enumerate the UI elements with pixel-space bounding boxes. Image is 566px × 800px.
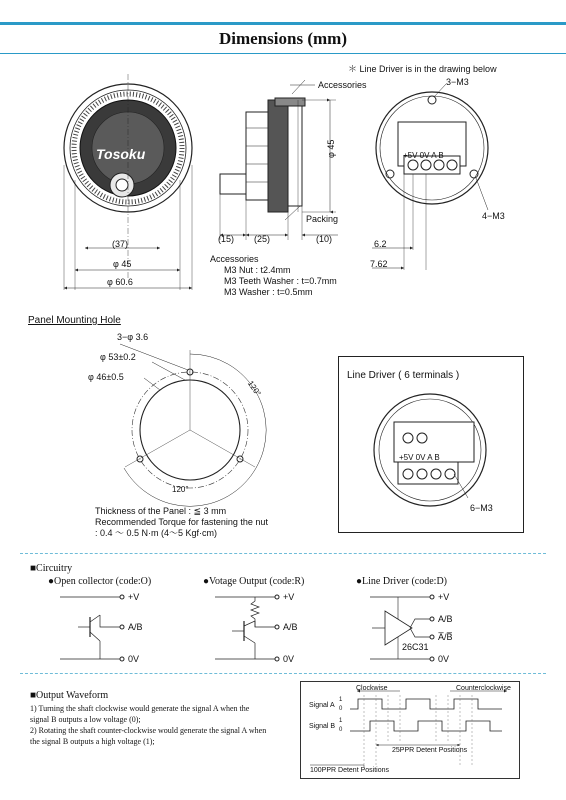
oc-ab: A/B	[128, 622, 143, 632]
separator-circuitry	[20, 553, 546, 554]
oc-vplus: +V	[128, 592, 140, 602]
panel-hole-angle-right: 120°	[245, 379, 263, 398]
wave-signal-a-high: 1	[339, 697, 343, 703]
panel-hole-heading: Panel Mounting Hole	[28, 315, 121, 326]
front-view-drawing	[64, 74, 192, 290]
wave-25ppr-label: 25PPR Detent Positions	[392, 747, 468, 754]
wave-counterclockwise-label: Counterclockwise	[456, 685, 511, 692]
ld-ab: A/B	[438, 614, 453, 624]
dim-front-45: φ 45	[113, 259, 132, 269]
rear-4-m3-callout: 4−M3	[482, 211, 505, 221]
panel-notes	[95, 506, 268, 539]
line-driver-note: ＊ Line Driver is in the drawing below	[348, 64, 497, 74]
vo-ab: A/B	[283, 622, 298, 632]
vo-vplus: +V	[283, 592, 295, 602]
accessories-list	[210, 254, 337, 298]
side-accessories-callout: Accessories	[318, 80, 367, 90]
waveform-chart	[300, 681, 520, 779]
wave-signal-a-low: 0	[339, 706, 343, 712]
tosoku-logo: Tosoku	[96, 146, 146, 162]
dim-side-15: (15)	[218, 234, 235, 244]
ld-zero: 0V	[438, 654, 450, 664]
circuit-line-driver-label: ●Line Driver (code:D)	[356, 576, 448, 587]
dim-front-60-6: φ 60.6	[107, 277, 133, 287]
waveform-note-line: the signal B outputs a high voltage (1);	[30, 737, 155, 746]
circuit-open-collector-label: ●Open collector (code:O)	[48, 576, 152, 587]
line-driver-drawing	[360, 392, 510, 512]
accessory-item: M3 Nut : t2.4mm	[224, 265, 291, 275]
ld-ab-bar: A̅/B̅	[438, 632, 453, 642]
header-rule-top	[0, 22, 566, 25]
dim-rear-7-62: 7.62	[370, 259, 388, 269]
line-driver-terminal-labels: +5V 0V A B	[399, 453, 440, 462]
wave-signal-a-label: Signal A	[309, 702, 335, 709]
waveform-notes	[30, 703, 266, 747]
line-driver-title: Line Driver ( 6 terminals )	[347, 370, 460, 381]
panel-hole-3-phi-3-6: 3−φ 3.6	[117, 332, 149, 342]
accessory-item: M3 Washer : t=0.5mm	[224, 287, 313, 297]
circuit-voltage-output-label: ●Votage Output (code:R)	[203, 576, 305, 587]
wave-signal-b-low: 0	[339, 727, 343, 733]
ld-vplus: +V	[438, 592, 450, 602]
waveform-heading: ■Output Waveform	[30, 690, 109, 701]
rear-terminal-labels: +5V 0V A B	[403, 151, 444, 160]
wave-clockwise-label: Clockwise	[356, 685, 388, 692]
open-collector-circuit	[60, 595, 124, 661]
panel-hole-phi-53: φ 53±0.2	[100, 352, 136, 362]
dim-rear-6-2: 6.2	[374, 239, 387, 249]
dim-front-37: (37)	[112, 239, 129, 249]
dim-side-10: (10)	[316, 234, 333, 244]
accessories-heading: Accessories	[210, 254, 259, 264]
dim-side-25: (25)	[254, 234, 271, 244]
waveform-note-line: signal B outputs a low voltage (0);	[30, 715, 141, 724]
side-dim-diameter: φ 45	[326, 139, 336, 158]
rear-view-drawing	[372, 84, 488, 270]
panel-hole-phi-46: φ 46±0.5	[88, 372, 124, 382]
panel-torque-value: : 0.4 ～ 0.5 N·m (4～5 Kgf·cm)	[95, 528, 218, 538]
oc-zero: 0V	[128, 654, 140, 664]
wave-100ppr-label: 100PPR Detent Positions	[310, 767, 389, 774]
waveform-note-line: 1) Turning the shaft clockwise would generate the signal A when the	[30, 704, 250, 713]
voltage-output-circuit	[215, 595, 279, 661]
page-title: Dimensions (mm)	[219, 29, 347, 48]
line-driver-6-m3-callout: 6−M3	[470, 503, 493, 513]
circuitry-heading: ■Circuitry	[30, 563, 73, 574]
waveform-note-line: 2) Rotating the shaft counter-clockwise would generate the signal A when	[30, 726, 267, 735]
panel-hole-angle-bottom: 120°	[172, 485, 189, 494]
vo-zero: 0V	[283, 654, 295, 664]
ld-chip-label: 26C31	[402, 642, 429, 652]
rear-3-m3-callout: 3−M3	[446, 77, 469, 87]
header-rule-bottom	[0, 53, 566, 54]
wave-signal-b-high: 1	[339, 718, 343, 724]
accessory-item: M3 Teeth Washer : t=0.7mm	[224, 276, 337, 286]
panel-thickness-note: Thickness of the Panel : ≦ 3 mm	[95, 506, 227, 516]
wave-signal-b-label: Signal B	[309, 723, 336, 730]
side-packing-callout: Packing	[306, 214, 339, 224]
separator-waveform	[20, 673, 546, 674]
panel-torque-note: Recommended Torque for fastening the nut	[95, 517, 268, 527]
